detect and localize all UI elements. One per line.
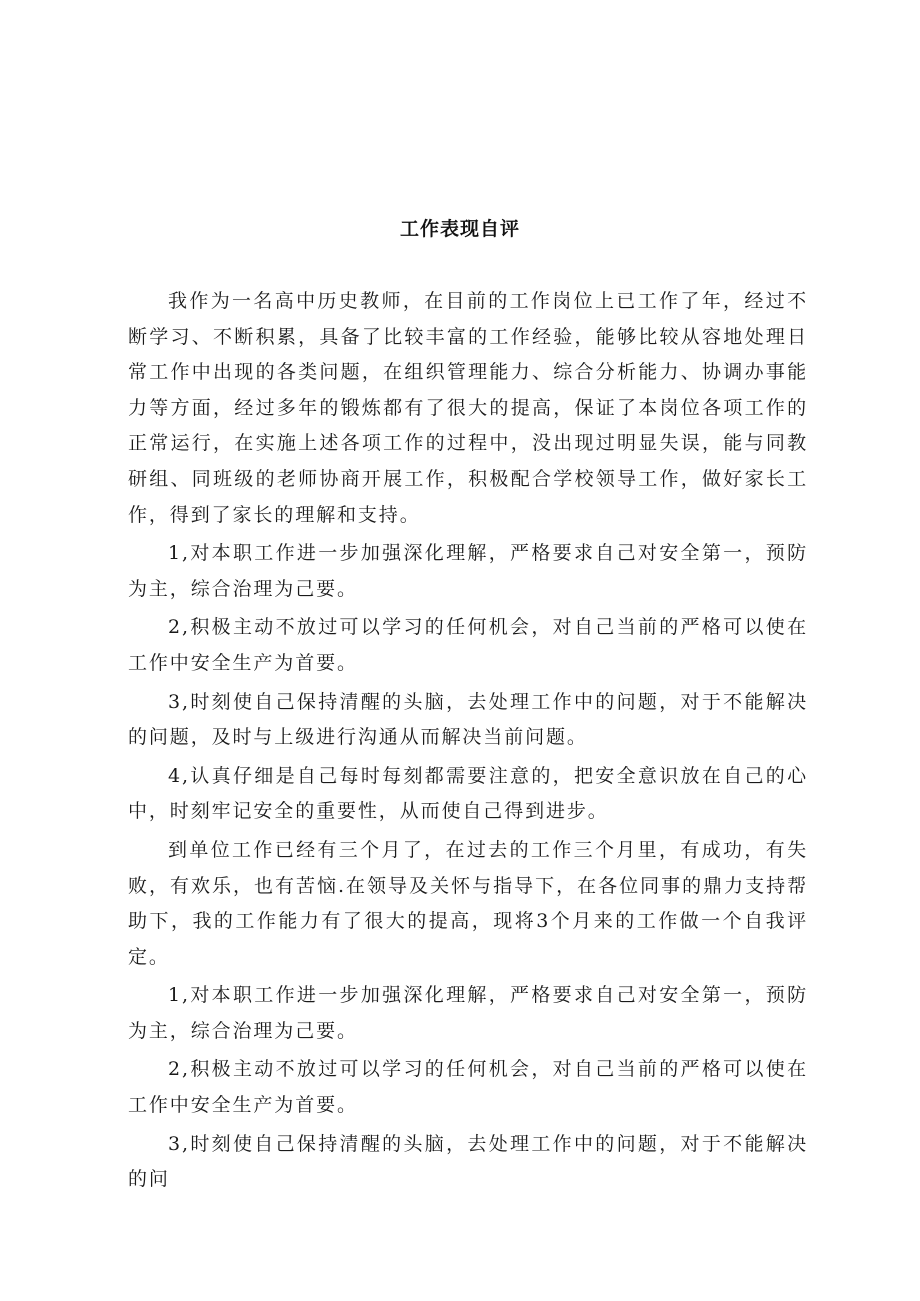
paragraph-intro: 我作为一名高中历史教师，在目前的工作岗位上已工作了年，经过不断学习、不断积累，具备了比较丰富的工作经验，能够比较从容地处理日常工作中出现的各类问题，在组织管理能力、综合分析能力、协调办事能力等方面，经过多年的锻炼都有了很大的提高，保证了本岗位各项工作的正常运行，在实施上述各项工作的过程中，没出现过明显失误，能与同教研组、同班级的老师协商开展工作，积极配合学校领导工作，做好家长工作，得到了家长的理解和支持。	[128, 290, 808, 526]
document-title: 工作表现自评	[399, 218, 520, 240]
paragraph-item-4: 4,认真仔细是自己每时每刻都需要注意的，把安全意识放在自己的心中，时刻牢记安全的重要性，从而使自己得到进步。	[128, 764, 808, 823]
paragraph-item-2: 2,积极主动不放过可以学习的任何机会，对自己当前的严格可以使在工作中安全生产为首要。	[128, 616, 808, 674]
paragraph-summary: 到单位工作已经有三个月了，在过去的工作三个月里，有成功，有失败，有欢乐，也有苦恼.在领导及关怀与指导下，在各位同事的鼎力支持帮助下，我的工作能力有了很大的提高，现将3个月来的工作做一个自我评定。	[128, 838, 808, 968]
paragraph-item-3: 3,时刻使自己保持清醒的头脑，去处理工作中的问题，对于不能解决的问题，及时与上级进行沟通从而解决当前问题。	[128, 690, 808, 749]
paragraph-item-1: 1,对本职工作进一步加强深化理解，严格要求自己对安全第一，预防为主，综合治理为己要。	[128, 542, 808, 600]
document-body	[128, 284, 808, 1201]
paragraph-item-3-repeat: 3,时刻使自己保持清醒的头脑，去处理工作中的问题，对于不能解决的问	[128, 1132, 808, 1191]
paragraph-item-1-repeat: 1,对本职工作进一步加强深化理解，严格要求自己对安全第一，预防为主，综合治理为己要。	[128, 984, 808, 1042]
paragraph-item-2-repeat: 2,积极主动不放过可以学习的任何机会，对自己当前的严格可以使在工作中安全生产为首要。	[128, 1058, 808, 1117]
